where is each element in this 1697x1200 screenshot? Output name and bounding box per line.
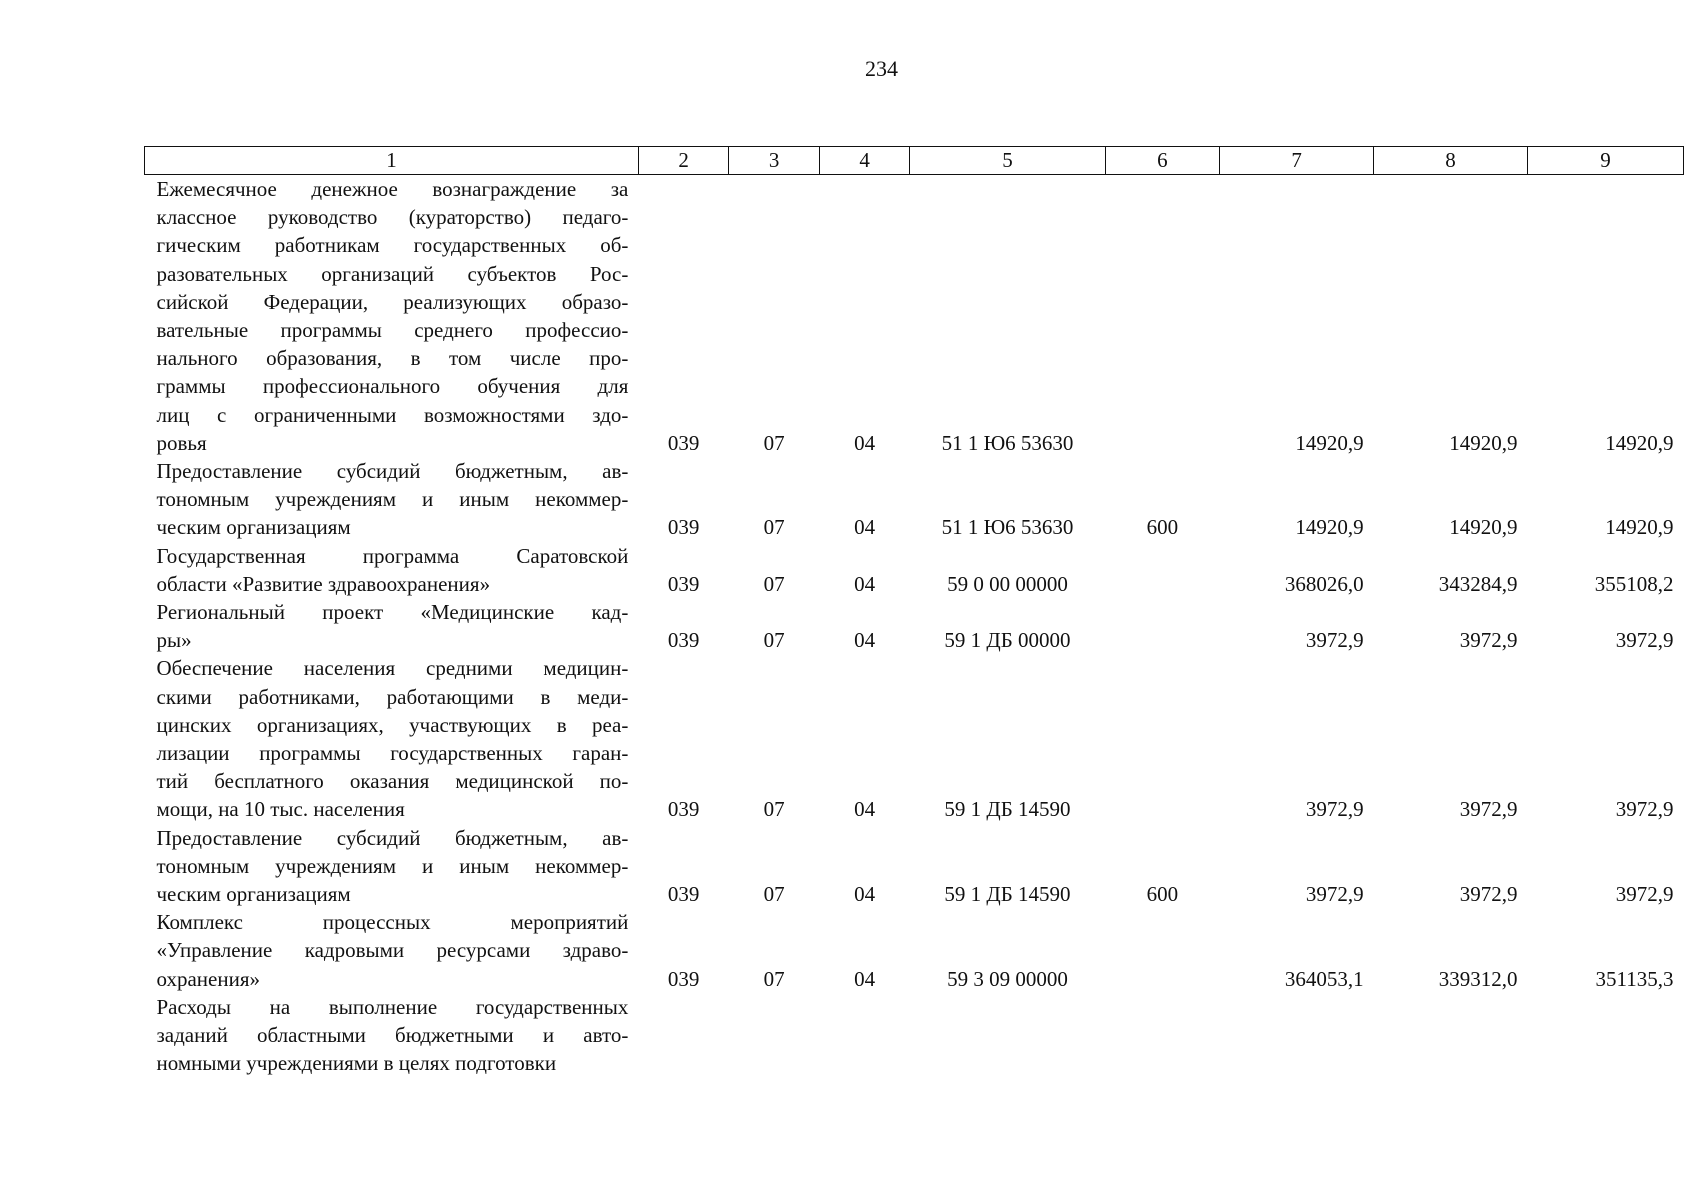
budget-code: 039 — [667, 882, 700, 907]
amount-year-1: 3972,9 — [1305, 797, 1364, 822]
amount-year-2: 339312,0 — [1438, 966, 1518, 991]
description-line: разовательных организаций субъектов Рос- — [156, 261, 629, 286]
description-line: ровья — [156, 430, 207, 455]
expense-type — [1105, 542, 1220, 598]
description-line: классное руководство (кураторство) педаго- — [156, 205, 629, 230]
column-header-7: 7 — [1220, 147, 1374, 175]
amount-year-2: 14920,9 — [1449, 515, 1518, 540]
description-line: тономным учреждениям и иным некоммер- — [156, 853, 629, 878]
expense-type — [1105, 598, 1220, 654]
amount-year-3: 14920,9 — [1605, 430, 1674, 455]
row-description — [145, 598, 639, 654]
amount-year-3: 351135,3 — [1595, 966, 1674, 991]
budget-code — [638, 993, 729, 1078]
amount-year-1: 14920,9 — [1295, 515, 1364, 540]
target-article: 51 1 Ю6 53630 — [941, 515, 1074, 540]
amount-year-1: 14920,9 — [1295, 430, 1364, 455]
table-row — [145, 542, 1684, 598]
description-line: заданий областными бюджетными и авто- — [156, 1023, 629, 1048]
amount-year-2 — [1374, 993, 1528, 1078]
column-header-3: 3 — [729, 147, 820, 175]
row-description — [145, 908, 639, 993]
table-row — [145, 457, 1684, 542]
amount-year-3: 3972,9 — [1615, 882, 1674, 907]
column-header-9: 9 — [1528, 147, 1684, 175]
subsection-code: 04 — [854, 571, 876, 596]
expense-type — [1105, 175, 1220, 458]
amount-year-1: 364053,1 — [1284, 966, 1364, 991]
row-description — [145, 175, 639, 458]
description-line: тий бесплатного оказания медицинской по- — [156, 769, 629, 794]
budget-code: 039 — [667, 430, 700, 455]
row-description — [145, 993, 639, 1078]
description-line: номными учреждениями в целях подготовки — [156, 1051, 557, 1076]
budget-table — [144, 146, 1684, 1078]
column-header-6: 6 — [1105, 147, 1220, 175]
description-line: Предоставление субсидий бюджетным, ав- — [156, 459, 629, 484]
section-code: 07 — [763, 515, 785, 540]
amount-year-3 — [1528, 993, 1684, 1078]
budget-code: 039 — [667, 628, 700, 653]
expense-type — [1105, 654, 1220, 823]
description-line: Ежемесячное денежное вознаграждение за — [156, 177, 629, 201]
description-line: скими работниками, работающими в меди- — [156, 684, 629, 709]
budget-code: 039 — [667, 966, 700, 991]
subsection-code: 04 — [854, 430, 876, 455]
budget-code: 039 — [667, 515, 700, 540]
section-code: 07 — [763, 628, 785, 653]
budget-code: 039 — [667, 797, 700, 822]
description-line: цинских организациях, участвующих в реа- — [156, 712, 629, 737]
amount-year-3: 3972,9 — [1615, 797, 1674, 822]
description-line: «Управление кадровыми ресурсами здраво- — [156, 938, 629, 963]
description-line: Государственная программа Саратовской — [156, 543, 629, 568]
table-body — [145, 175, 1684, 1078]
amount-year-2: 14920,9 — [1449, 430, 1518, 455]
section-code: 07 — [763, 966, 785, 991]
amount-year-1 — [1220, 993, 1374, 1078]
target-article: 59 0 00 00000 — [947, 571, 1068, 596]
amount-year-3: 3972,9 — [1615, 628, 1674, 653]
subsection-code: 04 — [854, 628, 876, 653]
section-code: 07 — [763, 430, 785, 455]
table-row — [145, 824, 1684, 909]
description-line: Предоставление субсидий бюджетным, ав- — [156, 825, 629, 850]
page-number: 234 — [865, 56, 898, 81]
section-code: 07 — [763, 797, 785, 822]
amount-year-2: 3972,9 — [1459, 882, 1518, 907]
description-line: охранения» — [156, 966, 260, 991]
description-line: Комплекс процессных мероприятий — [156, 910, 629, 935]
expense-type: 600 — [1146, 882, 1179, 907]
table-row — [145, 908, 1684, 993]
column-number-header — [145, 147, 1684, 175]
target-article: 59 1 ДБ 14590 — [944, 882, 1071, 907]
table-row — [145, 993, 1684, 1078]
description-line: сийской Федерации, реализующих образо- — [156, 289, 629, 314]
description-line: ры» — [156, 628, 192, 653]
subsection-code: 04 — [854, 882, 876, 907]
target-article — [910, 993, 1105, 1078]
description-line: мощи, на 10 тыс. населения — [156, 797, 405, 822]
target-article: 59 1 ДБ 00000 — [944, 628, 1071, 653]
column-header-2: 2 — [638, 147, 729, 175]
amount-year-1: 3972,9 — [1305, 882, 1364, 907]
description-line: Обеспечение населения средними медицин- — [156, 656, 629, 681]
column-header-5: 5 — [910, 147, 1105, 175]
description-line: тономным учреждениям и иным некоммер- — [156, 487, 629, 512]
target-article: 59 1 ДБ 14590 — [944, 797, 1071, 822]
expense-type — [1105, 908, 1220, 993]
description-line: Региональный проект «Медицинские кад- — [156, 600, 629, 625]
target-article: 51 1 Ю6 53630 — [941, 430, 1074, 455]
amount-year-2: 343284,9 — [1438, 571, 1518, 596]
subsection-code: 04 — [854, 515, 876, 540]
expense-type — [1105, 993, 1220, 1078]
table-row — [145, 654, 1684, 823]
budget-code: 039 — [667, 571, 700, 596]
table-row — [145, 598, 1684, 654]
amount-year-3: 355108,2 — [1594, 571, 1674, 596]
row-description — [145, 824, 639, 909]
description-line: вательные программы среднего профессио- — [156, 318, 629, 343]
subsection-code: 04 — [854, 966, 876, 991]
row-description — [145, 654, 639, 823]
description-line: ческим организациям — [156, 515, 351, 540]
table-row — [145, 175, 1684, 458]
row-description — [145, 542, 639, 598]
description-line: лизации программы государственных гаран- — [156, 741, 629, 766]
section-code: 07 — [763, 882, 785, 907]
amount-year-1: 3972,9 — [1305, 628, 1364, 653]
description-line: Расходы на выполнение государственных — [156, 994, 629, 1019]
amount-year-2: 3972,9 — [1459, 628, 1518, 653]
section-code: 07 — [763, 571, 785, 596]
column-header-8: 8 — [1374, 147, 1528, 175]
column-header-1: 1 — [145, 147, 639, 175]
expense-type: 600 — [1146, 515, 1179, 540]
description-line: лиц с ограниченными возможностями здо- — [156, 402, 629, 427]
target-article: 59 3 09 00000 — [947, 966, 1068, 991]
description-line: гическим работникам государственных об- — [156, 233, 629, 258]
description-line: ческим организациям — [156, 882, 351, 907]
subsection-code: 04 — [854, 797, 876, 822]
amount-year-1: 368026,0 — [1284, 571, 1364, 596]
column-header-4: 4 — [819, 147, 910, 175]
description-line: области «Развитие здравоохранения» — [156, 571, 491, 596]
amount-year-2: 3972,9 — [1459, 797, 1518, 822]
row-description — [145, 457, 639, 542]
description-line: граммы профессионального обучения для — [156, 374, 629, 399]
amount-year-3: 14920,9 — [1605, 515, 1674, 540]
subsection-code — [819, 993, 910, 1078]
section-code — [729, 993, 820, 1078]
description-line: нального образования, в том числе про- — [156, 346, 629, 371]
